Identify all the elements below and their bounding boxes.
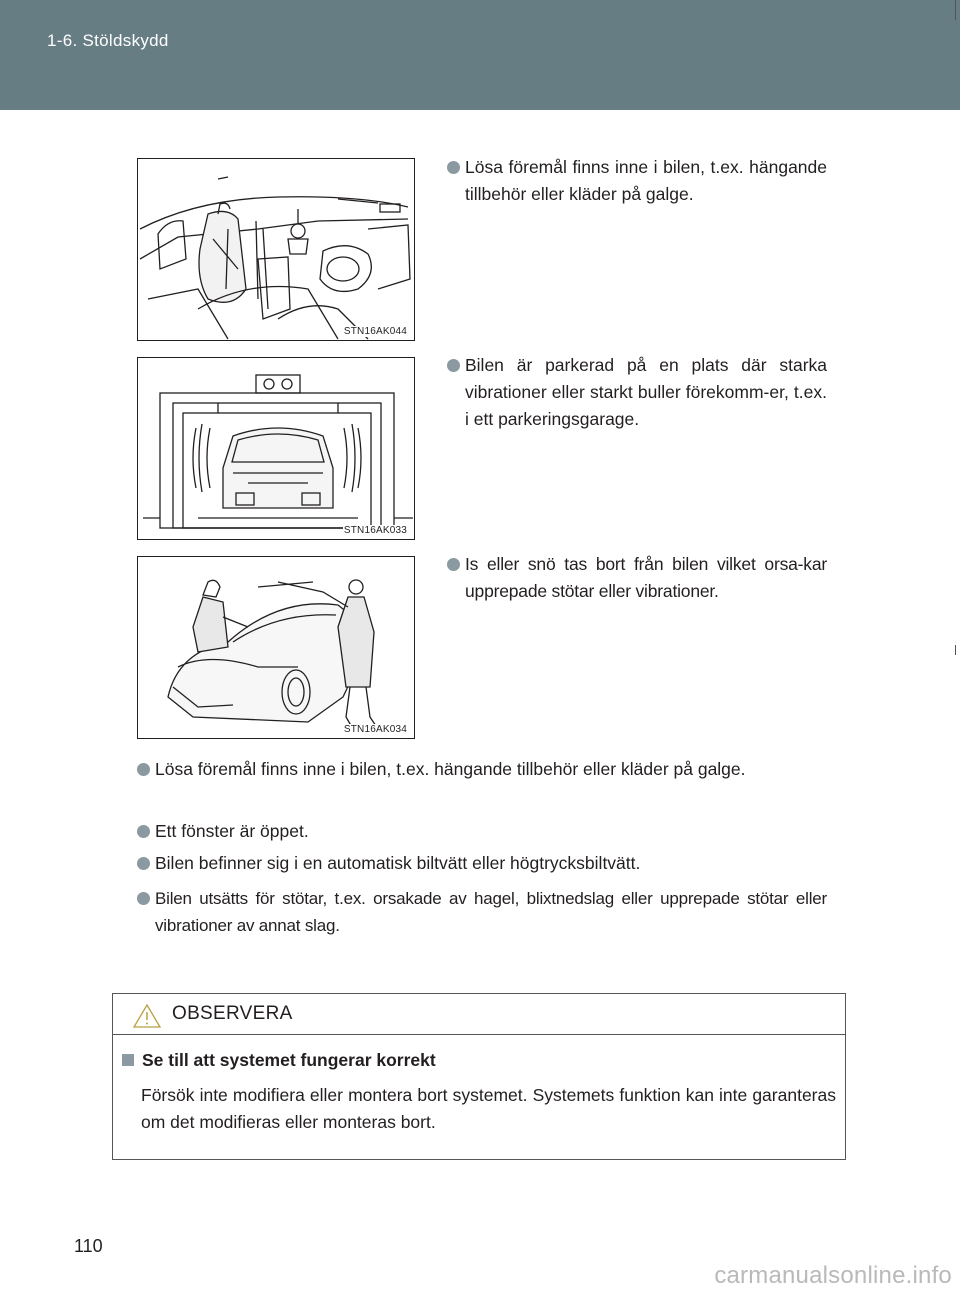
figure-snow-removal — [137, 556, 415, 739]
square-bullet-icon — [122, 1054, 134, 1066]
warning-body: Försök inte modifiera eller montera bort systemet. Systemets funktion kan inte garanteras om det modifieras eller monteras bort. — [141, 1085, 836, 1132]
warning-box — [112, 993, 846, 1160]
list-item — [137, 756, 827, 783]
bullet-text: Bilen befinner sig i en automatisk biltvätt eller högtrycksbiltvätt. — [155, 853, 641, 873]
section-title: 1-6. Stöldskydd — [47, 31, 169, 50]
warning-label: OBSERVERA — [172, 1003, 293, 1024]
bullet-text: Bilen utsätts för stötar, t.ex. orsakade av hagel, blixtnedslag eller upprepade stötar eller vibrationer av annat slag. — [155, 889, 827, 935]
bullet-icon — [137, 763, 150, 776]
snow-removal-illustration — [138, 557, 415, 739]
list-item — [447, 551, 827, 605]
bullet-text: Lösa föremål finns inne i bilen, t.ex. hängande tillbehör eller kläder på galge. — [465, 157, 827, 204]
bullet-icon — [137, 825, 150, 838]
figure-code: STN16AK044 — [343, 326, 407, 337]
crop-mark — [955, 645, 956, 655]
bullet-icon — [447, 558, 460, 571]
watermark: carmanualsonline.info — [714, 1262, 952, 1289]
bullet-text: Lösa föremål finns inne i bilen, t.ex. hängande tillbehör eller kläder på galge. — [155, 759, 746, 779]
bullet-icon — [447, 359, 460, 372]
figure-code: STN16AK034 — [343, 724, 407, 735]
figure-parking-garage — [137, 357, 415, 540]
list-item — [137, 885, 827, 939]
bullet-text: Bilen är parkerad på en plats där starka vibrationer eller starkt buller förekomm-er, t.ex. i ett parkeringsgarage. — [465, 355, 827, 429]
bullet-icon — [137, 857, 150, 870]
bullet-text: Ett fönster är öppet. — [155, 821, 309, 841]
page-header — [0, 0, 960, 110]
list-item — [137, 850, 827, 877]
list-item — [447, 154, 827, 208]
crop-mark — [955, 0, 956, 20]
warning-icon — [132, 1003, 162, 1029]
figure-interior-hanging-items — [137, 158, 415, 341]
warning-header — [113, 994, 845, 1035]
bullet-icon — [447, 161, 460, 174]
list-item — [447, 352, 827, 433]
bullet-icon — [137, 892, 150, 905]
garage-illustration — [138, 358, 415, 540]
warning-subheading-text: Se till att systemet fungerar korrekt — [142, 1050, 436, 1070]
page-number: 110 — [74, 1236, 103, 1256]
warning-subheading — [122, 1050, 436, 1071]
figure-code: STN16AK033 — [343, 525, 407, 536]
interior-illustration — [138, 159, 415, 341]
bullet-text: Is eller snö tas bort från bilen vilket orsa-kar upprepade stötar eller vibrationer. — [465, 554, 827, 601]
list-item — [137, 818, 827, 845]
